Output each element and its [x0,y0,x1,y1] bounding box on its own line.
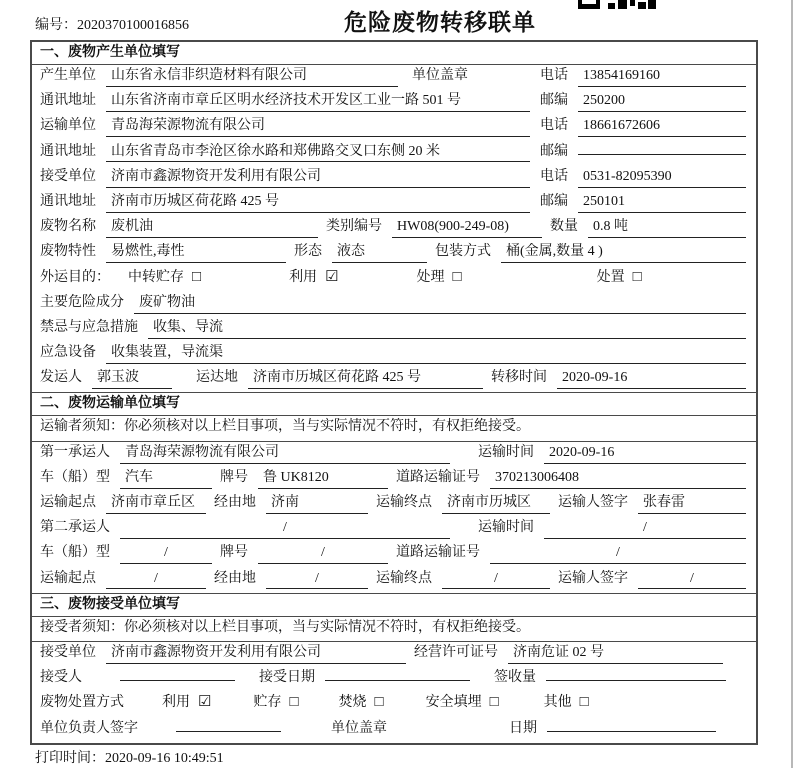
checkbox-unchecked-icon: □ [374,694,384,711]
serial-label: 编号： [35,18,77,33]
address-label: 通讯地址 [40,193,96,209]
receiver-phone-value: 0531-82095390 [578,168,746,188]
row-hazard [32,292,756,317]
carrier1-label: 第一承运人 [40,444,110,460]
license-label: 经营许可证号 [414,644,498,660]
row-disposal [32,692,756,717]
received-qty-label: 签收量 [494,670,536,686]
packing-value: 桶(金属,数量 4 ) [501,243,746,263]
equipment-label: 应急设备 [40,345,96,361]
row-receive-person [32,667,756,692]
transfer-form [30,40,758,745]
row-waste-props [32,241,756,266]
row-vehicle2 [32,542,756,567]
receiver-address-value: 济南市历城区荷花路 425 号 [106,193,530,213]
route-via-label: 经由地 [214,495,256,510]
zip-label: 邮编 [540,143,568,159]
transporter-value: 青岛海荣源物流有限公司 [106,117,530,137]
receive-unit-label: 接受单位 [40,644,96,660]
section3-heading: 三、废物接受单位填写 [32,593,756,617]
quantity-value: 0.8 吨 [588,218,746,238]
route-via2-value: / [266,570,368,590]
road-permit2-value: / [490,544,746,564]
waste-props-label: 废物特性 [40,244,96,260]
row-measures [32,317,756,342]
destination-value: 济南市历城区荷花路 425 号 [248,369,483,389]
receive-person-label: 接受人 [40,670,82,686]
receive-unit-value: 济南市鑫源物资开发利用有限公司 [106,644,406,664]
checkbox-checked-icon: ☑ [325,268,339,285]
packing-label: 包装方式 [435,244,491,260]
transporter-sign2-value: / [638,570,746,590]
unit-signer-value [176,731,281,732]
checkbox-checked-icon: ☑ [198,694,212,711]
waste-name-value: 废机油 [106,218,318,238]
row-waste-name [32,216,756,241]
row-route2 [32,568,756,593]
equipment-value: 收集装置，导流渠 [106,344,746,364]
receive-date-value [325,680,470,681]
received-qty-value [546,680,726,681]
purpose-option-dispose [597,269,642,288]
checkbox-unchecked-icon: □ [632,268,642,285]
receiver-value: 济南市鑫源物资开发利用有限公司 [106,168,530,188]
row-carrier1 [32,442,756,467]
transporter-address-value: 山东省青岛市李沧区徐水路和郑佛路交叉口东侧 20 米 [106,143,530,163]
route-origin-value: 济南市章丘区 [106,494,206,514]
producer-phone-value: 13854169160 [578,67,746,87]
date-value [547,731,716,732]
form-value: 液态 [332,243,427,263]
row-receiver-address [32,191,756,216]
destination-label: 运达地 [196,370,238,386]
row-transporter-address [32,141,756,166]
address-label: 通讯地址 [40,93,96,109]
route-via-label: 经由地 [214,570,256,586]
print-time-label: 打印时间： [35,751,105,766]
row-vehicle1 [32,467,756,492]
measures-label: 禁忌与应急措施 [40,319,138,335]
producer-zip-value: 250200 [578,92,746,112]
unit-seal-label: 单位盖章 [331,720,387,736]
row-route1 [32,492,756,517]
carrier1-value: 青岛海荣源物流有限公司 [120,444,450,464]
unit-seal-label: 单位盖章 [412,68,468,83]
row-transporter [32,115,756,140]
disposal-option-incinerate [339,694,384,713]
vehicle-type-label: 车（船）型 [40,469,110,485]
route-origin-label: 运输起点 [40,495,96,510]
row-unit-signature [32,718,756,743]
producer-value: 山东省永信非织造材料有限公司 [106,67,398,87]
transporter-label: 运输单位 [40,118,96,134]
row-receive-unit [32,642,756,667]
consignor-label: 发运人 [40,370,82,386]
print-time-value: 2020-09-16 10:49:51 [105,751,224,766]
transport-time2-value: / [544,519,746,539]
route-via-value: 济南 [266,494,368,514]
phone-label: 电话 [540,68,568,83]
transfer-time-value: 2020-09-16 [557,369,746,389]
checkbox-unchecked-icon: □ [192,268,202,285]
checkbox-unchecked-icon: □ [452,268,462,285]
row-producer [32,65,756,90]
zip-label: 邮编 [540,93,568,109]
receive-date-label: 接受日期 [259,670,315,686]
checkbox-unchecked-icon: □ [489,694,499,711]
option-text: 焚烧 [338,695,367,711]
plate-value: 鲁 UK8120 [258,469,388,489]
address-label: 通讯地址 [40,143,96,159]
producer-address-value: 山东省济南市章丘区明水经济技术开发区工业一路 501 号 [106,92,530,112]
row-transport-notice [32,416,756,441]
route-end-label: 运输终点 [376,570,432,586]
checkbox-unchecked-icon: □ [579,694,589,711]
form-label: 形态 [294,244,322,260]
category-label: 类别编号 [326,219,382,235]
carrier2-label: 第二承运人 [40,520,110,536]
row-receive-notice [32,617,756,642]
option-text: 处置 [596,269,625,285]
qr-code-fragment [578,0,656,9]
purpose-option-utilize [289,269,338,288]
producer-label: 产生单位 [40,68,96,83]
transporter-sign-label: 运输人签字 [558,495,628,510]
waste-props-value: 易燃性,毒性 [106,243,286,263]
row-purpose [32,267,756,292]
plate2-value: / [258,544,388,564]
option-text: 贮存 [253,695,282,711]
route-origin2-value: / [106,570,206,590]
print-time-line [35,747,224,767]
row-dispatch [32,367,756,392]
disposal-option-utilize [162,694,211,713]
transporter-sign-value: 张春雷 [638,494,746,514]
row-producer-address [32,90,756,115]
zip-label: 邮编 [540,193,568,209]
vehicle-type2-value: / [120,544,212,564]
receiver-zip-value: 250101 [578,193,746,213]
road-permit-label: 道路运输证号 [396,469,480,485]
purpose-option-transfer-storage [128,269,201,288]
transport-time-label: 运输时间 [478,520,534,536]
option-text: 利用 [289,269,318,285]
transport-notice-text: 运输者须知：你必须核对以上栏目事项，当与实际情况不符时，有权拒绝接受。 [40,419,530,435]
transporter-sign-label: 运输人签字 [558,570,628,586]
receiver-label: 接受单位 [40,168,96,184]
category-value: HW08(900-249-08) [392,218,542,238]
transporter-zip-value [578,154,746,155]
plate-label: 牌号 [220,469,248,485]
disposal-label: 废物处置方式 [40,695,124,711]
carrier2-value: / [120,519,450,539]
disposal-option-other [544,694,589,713]
route-end-value: 济南市历城区 [442,494,550,514]
option-text: 安全填埋 [425,695,482,711]
purpose-option-treat [417,269,462,288]
route-end-label: 运输终点 [376,495,432,510]
measures-value: 收集、导流 [148,319,746,339]
disposal-option-store [253,694,298,713]
checkbox-unchecked-icon: □ [289,694,299,711]
transfer-time-label: 转移时间 [491,370,547,386]
hazard-value: 废矿物油 [134,294,746,314]
scan-edge-line [791,0,793,768]
phone-label: 电话 [540,118,568,134]
route-end2-value: / [442,570,550,590]
serial-number: 2020370100016856 [77,18,189,33]
purpose-label: 外运目的： [40,269,110,285]
date-label: 日期 [509,720,537,736]
option-text: 利用 [162,695,190,711]
plate-label: 牌号 [220,545,248,561]
phone-label: 电话 [540,168,568,184]
route-origin-label: 运输起点 [40,570,96,586]
transporter-phone-value: 18661672606 [578,117,746,137]
unit-signer-label: 单位负责人签字 [40,720,138,736]
hazard-label: 主要危险成分 [40,294,124,310]
disposal-option-landfill [426,694,499,713]
receive-notice-text: 接受者须知：你必须核对以上栏目事项，当与实际情况不符时，有权拒绝接受。 [40,619,530,635]
section2-heading: 二、废物运输单位填写 [32,392,756,416]
section1-heading: 一、废物产生单位填写 [32,42,756,65]
transport-time-value: 2020-09-16 [544,444,746,464]
waste-name-label: 废物名称 [40,219,96,235]
vehicle-type-label: 车（船）型 [40,545,110,561]
row-carrier2 [32,517,756,542]
road-permit-value: 370213006408 [490,469,746,489]
option-text: 处理 [416,269,445,285]
license-value: 济南危证 02 号 [508,644,723,664]
row-receiver [32,166,756,191]
option-text: 其他 [543,695,572,711]
receive-person-value [120,680,235,681]
transport-time-label: 运输时间 [478,444,534,460]
form-title: 危险废物转移联单 [344,10,536,35]
road-permit-label: 道路运输证号 [396,545,480,561]
option-text: 中转贮存 [128,269,184,285]
row-equipment [32,342,756,367]
vehicle-type-value: 汽车 [120,469,212,489]
consignor-value: 郭玉波 [92,369,172,389]
quantity-label: 数量 [550,219,578,235]
